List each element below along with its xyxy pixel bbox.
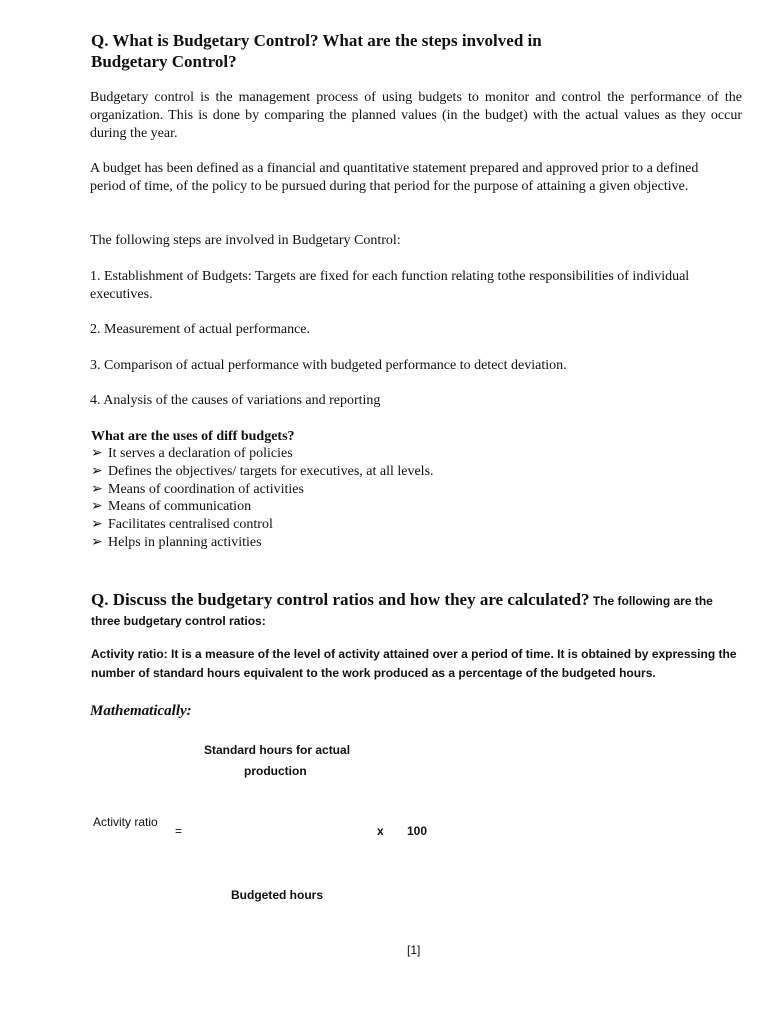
list-item: ➢ Means of coordination of activities [91,481,304,497]
arrow-bullet-icon: ➢ [91,517,103,533]
formula-times: x [377,824,384,838]
arrow-bullet-icon: ➢ [91,446,103,461]
steps-intro: The following steps are involved in Budgetary Control: [90,233,401,248]
step-1: 1. Establishment of Budgets: Targets are fixed for each function relating tothe responsibilities of individual executives. [90,269,690,302]
question-2-title [91,590,741,631]
list-item: ➢ Means of communication [91,499,252,515]
activity-ratio-label: Activity ratio: [91,647,168,661]
question-1-title [91,30,691,72]
list-item: ➢ It serves a declaration of policies [91,446,293,461]
question-1-title-line1: Q. What is Budgetary Control? What are the steps involved in [91,31,542,50]
uses-list [91,445,434,552]
arrow-bullet-icon: ➢ [91,499,103,515]
formula-equals: = [175,824,183,838]
activity-ratio-text: It is a measure of the level of activity attained over a period of time. It is obtained by expressing the number of standard hours equivalent to the work produced as a percentage of the budgeted hours. [91,647,737,680]
budget-definition-paragraph: A budget has been defined as a financial and quantitative statement prepared and approved prior to a defined period of time, of the policy to be pursued during that period for the purpose of attaining a given objective. [90,161,699,194]
step-4: 4. Analysis of the causes of variations and reporting [90,393,381,408]
list-item: ➢ Facilitates centralised control [91,517,273,533]
question-1-title-line2: Budgetary Control? [91,52,237,71]
formula-numerator [204,740,354,782]
formula-lhs: Activity ratio [93,815,158,829]
question-2-intro: The following are the three budgetary control ratios: [91,594,713,628]
step-2: 2. Measurement of actual performance. [90,322,311,337]
page-number: [1] [407,943,421,957]
activity-ratio-paragraph [91,645,743,683]
mathematically-label: Mathematically: [90,703,192,719]
formula-multiplier: 100 [407,824,428,838]
arrow-bullet-icon: ➢ [91,481,103,497]
definition-paragraph: Budgetary control is the management process of using budgets to monitor and control the performance of the organization. This is done by comparing the planned values (in the budget) with the actual values as they occur during the year. [90,90,742,141]
formula-denominator: Budgeted hours [231,888,323,902]
question-2-heading: Q. Discuss the budgetary control ratios and how they are calculated? [91,590,590,609]
numerator-line2: production [244,764,307,778]
step-3: 3. Comparison of actual performance with budgeted performance to detect deviation. [90,358,567,373]
uses-heading: What are the uses of diff budgets? [91,429,295,444]
list-item: ➢ Defines the objectives/ targets for executives, at all levels. [91,463,434,479]
numerator-line1: Standard hours for actual [204,743,351,757]
arrow-bullet-icon: ➢ [91,463,103,479]
list-item: ➢ Helps in planning activities [91,534,262,550]
arrow-bullet-icon: ➢ [91,534,103,550]
